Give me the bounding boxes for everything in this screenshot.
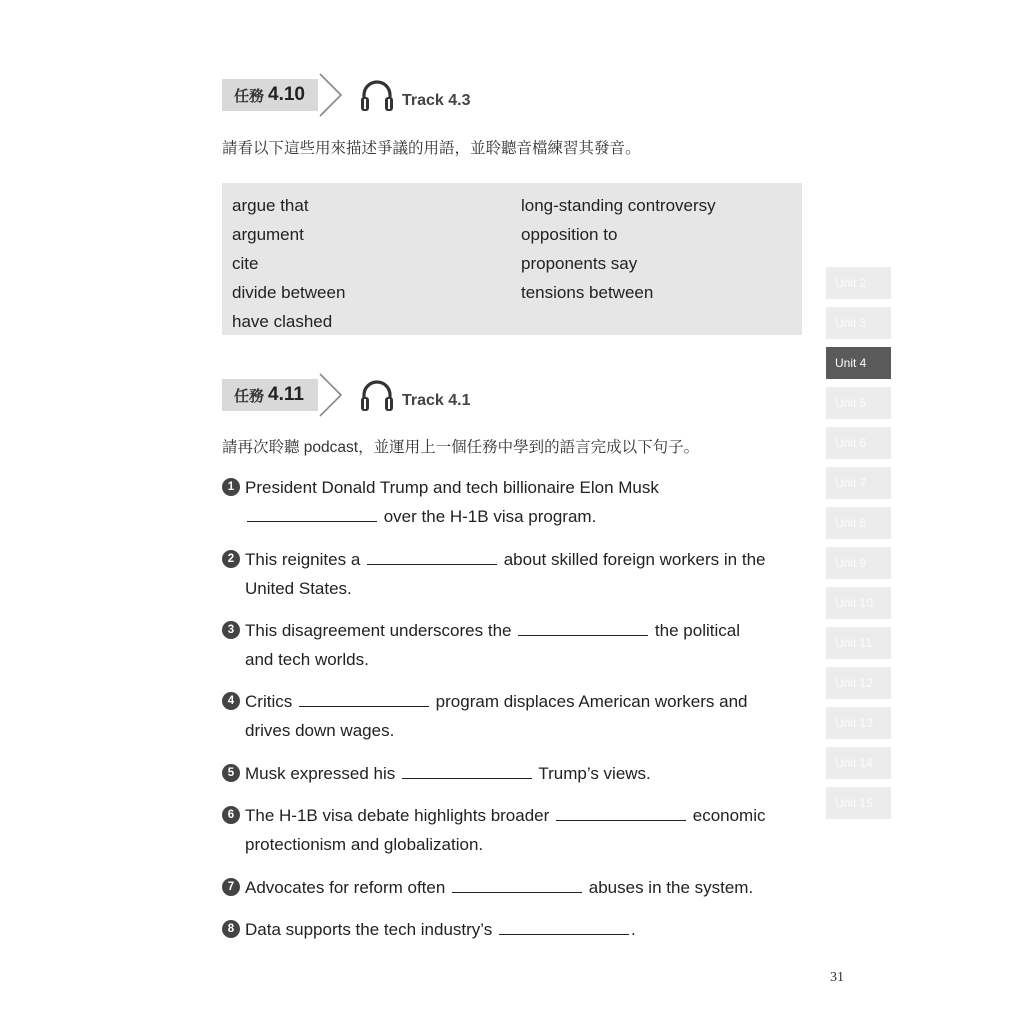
chevron-right-icon [318, 372, 344, 418]
question-4: 4 Critics program displaces American workers and drives down wages. [222, 687, 806, 745]
task-label: 任務 [234, 387, 265, 405]
vocab-item: divide between [232, 283, 346, 302]
answer-blank[interactable] [299, 687, 429, 707]
question-5: 5 Musk expressed his Trump’s views. [222, 759, 806, 788]
tab-unit-12[interactable]: Unit 12 [826, 667, 891, 699]
vocab-item: argument [232, 225, 304, 244]
question-number: 8 [222, 920, 240, 938]
task-number: 4.11 [268, 384, 304, 405]
answer-blank[interactable] [367, 545, 497, 565]
vocab-item: long-standing controversy [521, 196, 716, 215]
tab-unit-11[interactable]: Unit 11 [826, 627, 891, 659]
page-number: 31 [830, 970, 844, 985]
question-number: 6 [222, 806, 240, 824]
task-label: 任務 [234, 87, 265, 105]
tab-unit-7[interactable]: Unit 7 [826, 467, 891, 499]
vocab-item: argue that [232, 196, 309, 215]
vocab-item: opposition to [521, 225, 618, 244]
vocab-item: tensions between [521, 283, 654, 302]
vocab-item: proponents say [521, 254, 638, 273]
headphones-icon [359, 378, 395, 412]
answer-blank[interactable] [247, 502, 377, 522]
question-2: 2 This reignites a about skilled foreign workers in the United States. [222, 545, 806, 603]
question-number: 3 [222, 621, 240, 639]
track-label: Track 4.3 [402, 92, 471, 109]
tab-unit-15[interactable]: Unit 15 [826, 787, 891, 819]
tab-unit-4[interactable]: Unit 4 [826, 347, 891, 379]
question-3: 3 This disagreement underscores the the political and tech worlds. [222, 616, 806, 674]
vocab-column-right [521, 191, 716, 307]
task-4-10-instruction: 請看以下這些用來描述爭議的用語，並聆聽音檔練習其發音。 [222, 140, 641, 157]
answer-blank[interactable] [402, 759, 532, 779]
vocab-item: cite [232, 254, 259, 273]
question-8: 8 Data supports the tech industry’s . [222, 915, 806, 944]
answer-blank[interactable] [499, 915, 629, 935]
track-label: Track 4.1 [402, 392, 471, 409]
answer-blank[interactable] [452, 873, 582, 893]
question-1: 1 President Donald Trump and tech billionaire Elon Musk over the H-1B visa program. [222, 473, 806, 531]
question-7: 7 Advocates for reform often abuses in the system. [222, 873, 806, 902]
tab-unit-13[interactable]: Unit 13 [826, 707, 891, 739]
vocab-item: have clashed [232, 312, 333, 331]
tab-unit-3[interactable]: Unit 3 [826, 307, 891, 339]
vocabulary-box [222, 183, 802, 335]
question-number: 4 [222, 692, 240, 710]
tab-unit-10[interactable]: Unit 10 [826, 587, 891, 619]
question-number: 5 [222, 764, 240, 782]
tab-unit-5[interactable]: Unit 5 [826, 387, 891, 419]
tab-unit-2[interactable]: Unit 2 [826, 267, 891, 299]
tab-unit-9[interactable]: Unit 9 [826, 547, 891, 579]
question-number: 1 [222, 478, 240, 496]
task-4-11-instruction: 請再次聆聽 podcast，並運用上一個任務中學到的語言完成以下句子。 [222, 439, 700, 456]
answer-blank[interactable] [518, 616, 648, 636]
question-number: 7 [222, 878, 240, 896]
task-badge [222, 79, 318, 111]
question-number: 2 [222, 550, 240, 568]
task-badge [222, 379, 318, 411]
vocab-column-left [232, 191, 345, 336]
task-number: 4.10 [268, 84, 305, 105]
question-6: 6 The H-1B visa debate highlights broader economic protectionism and globalization. [222, 801, 806, 859]
tab-unit-6[interactable]: Unit 6 [826, 427, 891, 459]
headphones-icon [359, 78, 395, 112]
chevron-right-icon [318, 72, 344, 118]
answer-blank[interactable] [556, 801, 686, 821]
tab-unit-14[interactable]: Unit 14 [826, 747, 891, 779]
tab-unit-8[interactable]: Unit 8 [826, 507, 891, 539]
